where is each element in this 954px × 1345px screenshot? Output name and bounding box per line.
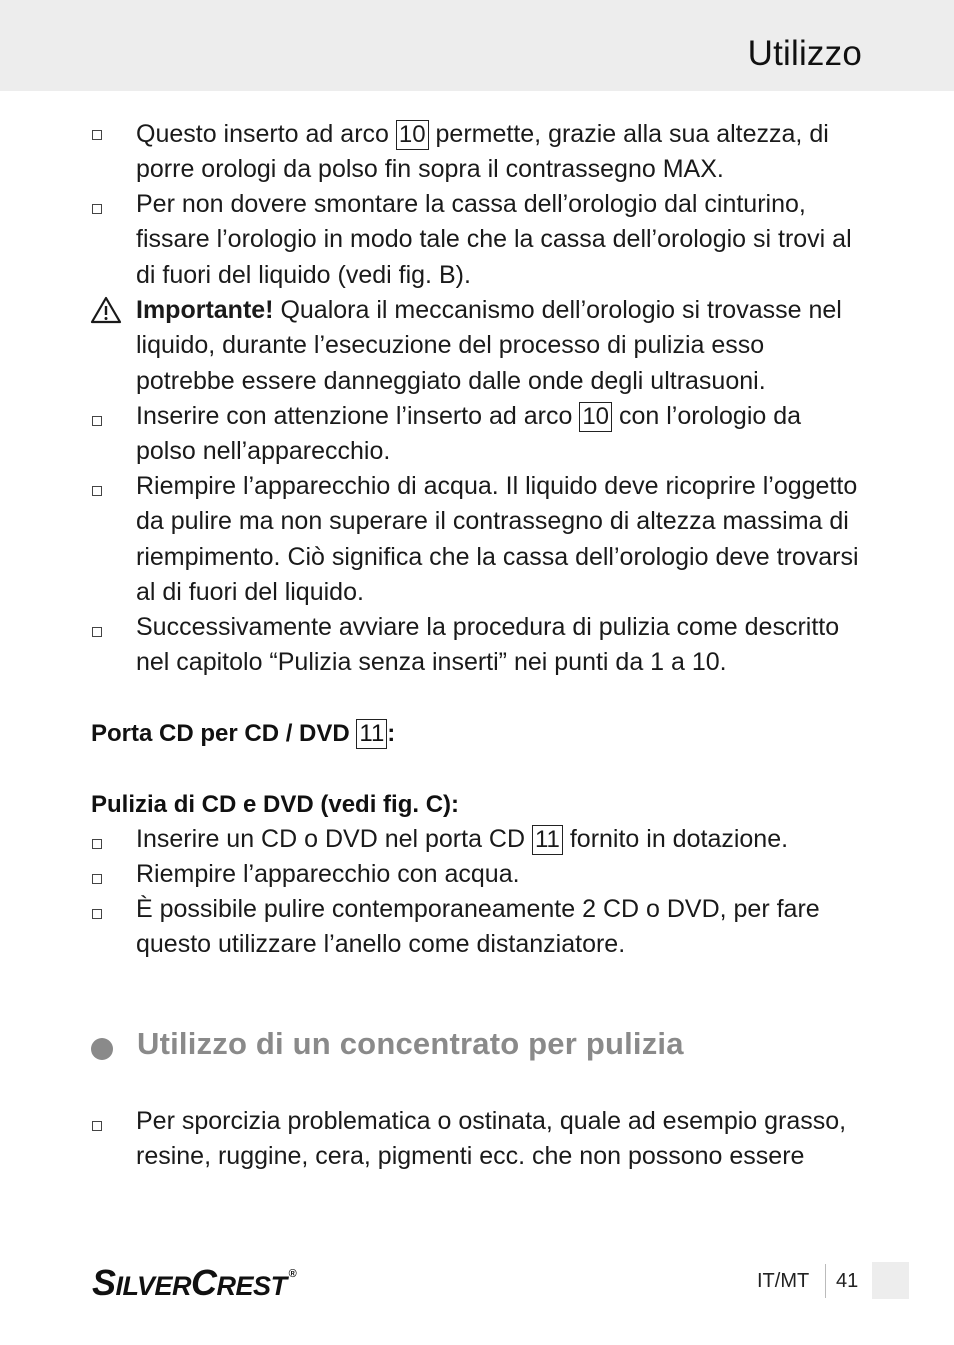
warning-label: Importante! <box>136 296 274 324</box>
square-bullet-icon <box>92 874 102 884</box>
page-title: Utilizzo <box>747 34 862 73</box>
list-item <box>136 187 866 293</box>
silvercrest-logo: SILVERCREST ® <box>92 1262 297 1303</box>
square-bullet-icon <box>92 1121 102 1131</box>
list-item-text: con l’orologio da polso nell’apparecchio. <box>136 402 802 466</box>
reference-number: 11 <box>356 719 387 749</box>
list-item <box>136 857 866 892</box>
list-item-text: Inserire con attenzione l’inserto ad arco <box>136 402 580 430</box>
list-item-text: Riempire l’apparecchio con acqua. <box>136 860 520 888</box>
square-bullet-icon <box>92 416 102 426</box>
footer-divider <box>825 1264 826 1298</box>
list-item-text: fornito in dotazione. <box>562 825 789 853</box>
list-item-text: È possibile pulire contemporaneamente 2 CD o DVD, per fare questo utilizzare l’anello come distanziatore. <box>136 895 820 959</box>
list-item-text: Questo inserto ad arco <box>136 120 396 148</box>
list-item <box>136 117 866 188</box>
list-item-text: Riempire l’apparecchio di acqua. Il liquido deve ricoprire l’oggetto da pulire ma non superare il contrassegno di altezza massima di riempimento. Ciò significa che la cassa dell’orologio deve trovarsi al di fuori del liquido. <box>136 472 859 607</box>
warning-note <box>136 293 866 399</box>
list-item <box>136 1104 866 1175</box>
reference-number: 11 <box>532 825 563 855</box>
subheading-cd-cleaning: Pulizia di CD e DVD (vedi fig. C): <box>91 791 460 818</box>
list-item-text: Inserire un CD o DVD nel porta CD <box>136 825 532 853</box>
square-bullet-icon <box>92 627 102 637</box>
language-code: IT/MT <box>757 1270 810 1292</box>
list-item <box>136 610 866 681</box>
page-number: 41 <box>836 1270 859 1292</box>
square-bullet-icon <box>92 204 102 214</box>
square-bullet-icon <box>92 130 102 140</box>
section-title: Utilizzo di un concentrato per pulizia <box>137 1026 684 1061</box>
subheading-text: Porta CD per CD / DVD <box>91 720 357 747</box>
list-item <box>136 399 866 470</box>
warning-text: Qualora il meccanismo dell’orologio si trovasse nel liquido, durante l’esecuzione del processo di pulizia esso potrebbe essere danneggiato dalle onde degli ultrasuoni. <box>136 296 842 395</box>
reference-number: 10 <box>396 120 429 150</box>
list-item-text: permette, grazie alla sua altezza, di porre orologi da polso fin sopra il contrassegno MAX. <box>136 120 829 184</box>
list-item <box>136 469 866 611</box>
list-item-text: Per non dovere smontare la cassa dell’orologio dal cinturino, fissare l’orologio in modo tale che la cassa dell’orologio si trovi al di fuori del liquido (vedi fig. B). <box>136 190 852 289</box>
subheading-colon: : <box>387 720 396 747</box>
square-bullet-icon <box>92 486 102 496</box>
list-item <box>136 822 866 857</box>
reference-number: 10 <box>579 402 612 432</box>
square-bullet-icon <box>92 909 102 919</box>
circle-bullet-icon <box>91 1038 113 1060</box>
list-item <box>136 892 866 963</box>
square-bullet-icon <box>92 839 102 849</box>
warning-triangle-icon <box>90 296 122 324</box>
list-item-text: Per sporcizia problematica o ostinata, quale ad esempio grasso, resine, ruggine, cera, pigmenti ecc. che non possono essere <box>136 1107 847 1171</box>
footer-gray-box <box>872 1262 909 1299</box>
list-item-text: Successivamente avviare la procedura di pulizia come descritto nel capitolo “Pulizia senza inserti” nei punti da 1 a 10. <box>136 613 840 677</box>
subheading-cd-holder <box>91 716 395 751</box>
